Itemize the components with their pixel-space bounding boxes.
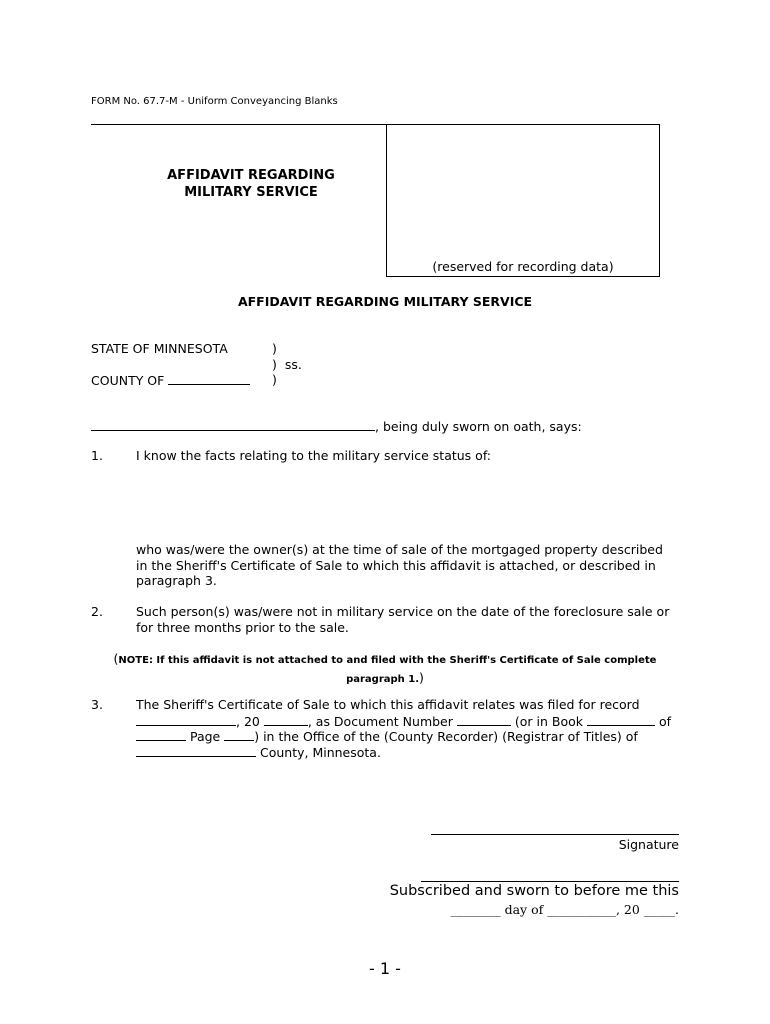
para3-number: 3. [91,697,103,712]
venue-ss [272,357,302,372]
header-title [91,167,411,201]
venue-paren-2: ) [272,357,277,372]
para1-cont-line2: in the Sheriff's Certificate of Sale to which this affidavit is attached, or described in [136,558,656,573]
venue-paren-1: ) [272,341,277,356]
recording-data-box [386,124,660,277]
book-label: (or in Book [514,714,583,729]
para3-line1: The Sheriff's Certificate of Sale to which this affidavit relates was filed for record [136,697,640,712]
book-blank[interactable] [587,713,655,726]
venue-county-label: COUNTY OF [91,373,165,388]
venue-county [91,372,250,388]
affiant-name-blank[interactable] [91,418,375,431]
page-number: - 1 - [369,959,401,978]
note [91,650,679,688]
note-open-paren: ( [113,651,119,666]
header-title-line2: MILITARY SERVICE [184,185,318,200]
para1-number: 1. [91,448,103,463]
venue-paren-3: ) [272,372,277,387]
signature-line[interactable] [431,834,679,835]
county-minnesota-text: County, Minnesota. [259,745,381,760]
affiant-line [91,418,582,434]
filing-date-blank[interactable] [136,713,236,726]
para1-cont-line3: paragraph 3. [136,573,217,588]
affiant-oath-text: , being duly sworn on oath, says: [375,419,582,434]
page-label: Page [189,729,221,744]
of-label: of [658,714,672,729]
year-prefix: , 20 [236,714,260,729]
para3-line2 [136,713,671,729]
header-rule [91,124,387,125]
page-blank[interactable] [224,728,254,741]
para2-line2: for three months prior to the sale. [136,620,349,635]
county-blank[interactable] [168,372,250,385]
para1-cont-line1: who was/were the owner(s) at the time of sale of the mortgaged property described [136,542,663,557]
signature-label: Signature [618,837,679,852]
venue-state: STATE OF MINNESOTA [91,341,228,356]
note-line2: paragraph 1. [346,674,420,685]
county-name-blank[interactable] [136,744,256,757]
recording-data-label: (reserved for recording data) [432,259,614,274]
document-number-blank[interactable] [457,713,511,726]
notary-rule [421,881,679,882]
book-number-blank[interactable] [136,728,186,741]
year-blank[interactable] [264,713,308,726]
para2-line1: Such person(s) was/were not in military service on the date of the foreclosure sale or [136,604,670,619]
note-close-paren: ) [419,670,424,685]
subscribed-sworn-text: Subscribed and sworn to before me this [389,883,679,899]
document-number-label: , as Document Number [307,714,453,729]
para2-number: 2. [91,604,103,619]
header-title-line1: AFFIDAVIT REGARDING [167,168,335,183]
office-text: ) in the Office of the (County Recorder) (Registrar of Titles) of [254,729,638,744]
form-number: FORM No. 67.7-M - Uniform Conveyancing Blanks [91,96,338,107]
note-line1: NOTE: If this affidavit is not attached to and filed with the Sheriff's Certificate of Sale complete [118,655,657,666]
venue-ss-label: ss. [284,357,302,372]
para3-line3 [136,728,638,744]
document-title: AFFIDAVIT REGARDING MILITARY SERVICE [237,294,533,309]
para3-line4 [136,744,381,760]
notary-date-line: ________ day of ___________, 20 _____. [450,902,679,917]
para1-text: I know the facts relating to the military service status of: [136,448,491,463]
